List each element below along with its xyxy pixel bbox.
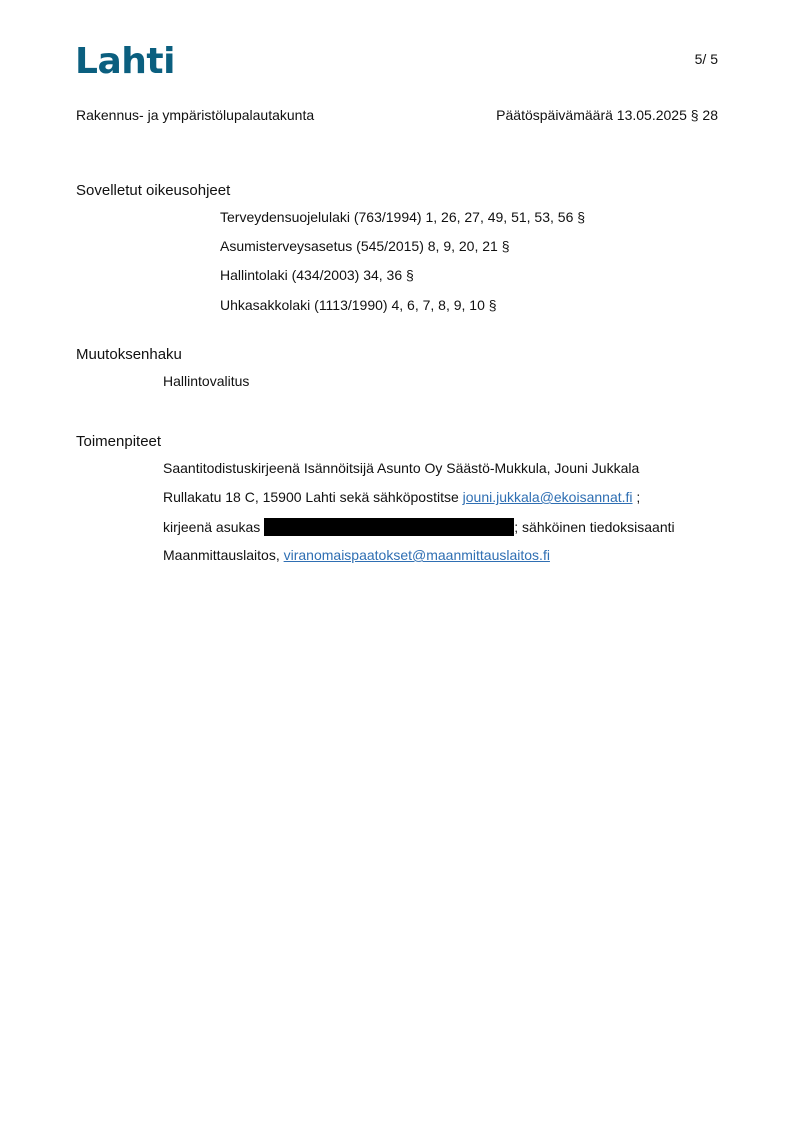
appeal-text: Hallintovalitus — [163, 373, 250, 389]
actions-line-1: Saantitodistuskirjeenä Isännöitsijä Asunto Oy Säästö-Mukkula, Jouni Jukkala — [163, 460, 640, 476]
actions-heading: Toimenpiteet — [76, 433, 162, 450]
address-text: Rullakatu 18 C, 15900 Lahti sekä sähköpostitse — [163, 489, 463, 505]
actions-line-2 — [163, 489, 640, 505]
email-link-maanmittauslaitos[interactable]: viranomaispaatokset@maanmittauslaitos.fi — [283, 547, 550, 563]
actions-line-3 — [163, 518, 675, 536]
organization-name: Rakennus- ja ympäristölupalautakunta — [76, 107, 315, 123]
delivery-text: ; sähköinen tiedoksisaanti — [514, 519, 675, 535]
decision-date: Päätöspäivämäärä 13.05.2025 § 28 — [496, 107, 718, 123]
law-item: Terveydensuojelulaki (763/1994) 1, 26, 27, 49, 51, 53, 56 § — [220, 209, 586, 225]
separator-text: ; — [632, 489, 641, 505]
lahti-logo: Lahti — [75, 41, 175, 82]
law-item: Hallintolaki (434/2003) 34, 36 § — [220, 267, 414, 283]
applied-laws-heading: Sovelletut oikeusohjeet — [76, 182, 231, 199]
appeal-heading: Muutoksenhaku — [76, 346, 182, 363]
email-link-jukkala[interactable]: jouni.jukkala@ekoisannat.fi — [462, 489, 633, 505]
page-number: 5/ 5 — [694, 51, 718, 67]
law-item: Asumisterveysasetus (545/2015) 8, 9, 20, 21 § — [220, 238, 510, 254]
survey-agency-label: Maanmittauslaitos, — [163, 547, 284, 563]
redaction-block — [264, 518, 514, 536]
resident-label: kirjeenä asukas — [163, 519, 261, 535]
actions-line-4 — [163, 547, 550, 563]
law-item: Uhkasakkolaki (1113/1990) 4, 6, 7, 8, 9, 10 § — [220, 297, 497, 313]
